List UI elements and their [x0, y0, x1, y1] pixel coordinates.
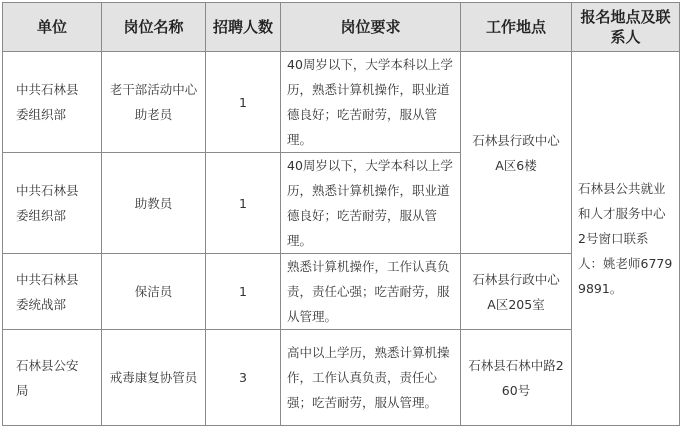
cell-requirements: 高中以上学历，熟悉计算机操作，工作认真负责，责任心强；吃苦耐劳，服从管理。 [281, 330, 461, 426]
header-unit: 单位 [3, 3, 102, 52]
cell-count: 1 [206, 52, 281, 153]
cell-post [102, 52, 206, 153]
recruitment-table [2, 2, 680, 426]
table-body [3, 52, 680, 426]
header-requirements: 岗位要求 [281, 3, 461, 52]
cell-count: 1 [206, 254, 281, 330]
cell-unit [3, 153, 102, 254]
cell-post [102, 254, 206, 330]
cell-count: 1 [206, 153, 281, 254]
cell-unit [3, 254, 102, 330]
header-post-name: 岗位名称 [102, 3, 206, 52]
cell-location [461, 52, 572, 254]
header-work-location: 工作地点 [461, 3, 572, 52]
cell-count: 3 [206, 330, 281, 426]
header-contact: 报名地点及联系人 [572, 3, 680, 52]
post-text: 助教员 [134, 195, 173, 211]
post-text: 戒毒康复协管员 [109, 370, 198, 385]
cell-unit [3, 330, 102, 426]
table-row [3, 52, 680, 153]
table-header [3, 3, 680, 52]
post-text: 老干部活动中心助老员 [109, 82, 198, 122]
cell-contact: 石林县公共就业和人才服务中心2号窗口联系人：姚老师67799891。 [572, 52, 680, 426]
unit-text: 中共石林县委统战部 [16, 271, 79, 312]
header-recruit-count: 招聘人数 [206, 3, 281, 52]
location-text: 石林县石林中路260号 [468, 357, 564, 398]
unit-text: 中共石林县委组织部 [16, 183, 79, 223]
cell-requirements: 40周岁以下，大学本科以上学历，熟悉计算机操作，职业道德良好；吃苦耐劳，服从管理。 [281, 52, 461, 153]
cell-requirements: 40周岁以下，大学本科以上学历，熟悉计算机操作，职业道德良好；吃苦耐劳，服从管理。 [281, 153, 461, 254]
cell-location [461, 254, 572, 330]
cell-location [461, 330, 572, 426]
unit-text: 石林县公安局 [16, 357, 79, 398]
unit-text: 中共石林县委组织部 [16, 82, 79, 122]
cell-post [102, 330, 206, 426]
cell-unit [3, 52, 102, 153]
cell-requirements: 熟悉计算机操作，工作认真负责，责任心强；吃苦耐劳，服从管理。 [281, 254, 461, 330]
post-text: 保洁员 [134, 284, 173, 299]
header-row [3, 3, 680, 52]
location-text: 石林县行政中心A区205室 [472, 271, 560, 312]
location-text: 石林县行政中心A区6楼 [472, 132, 560, 173]
cell-post [102, 153, 206, 254]
